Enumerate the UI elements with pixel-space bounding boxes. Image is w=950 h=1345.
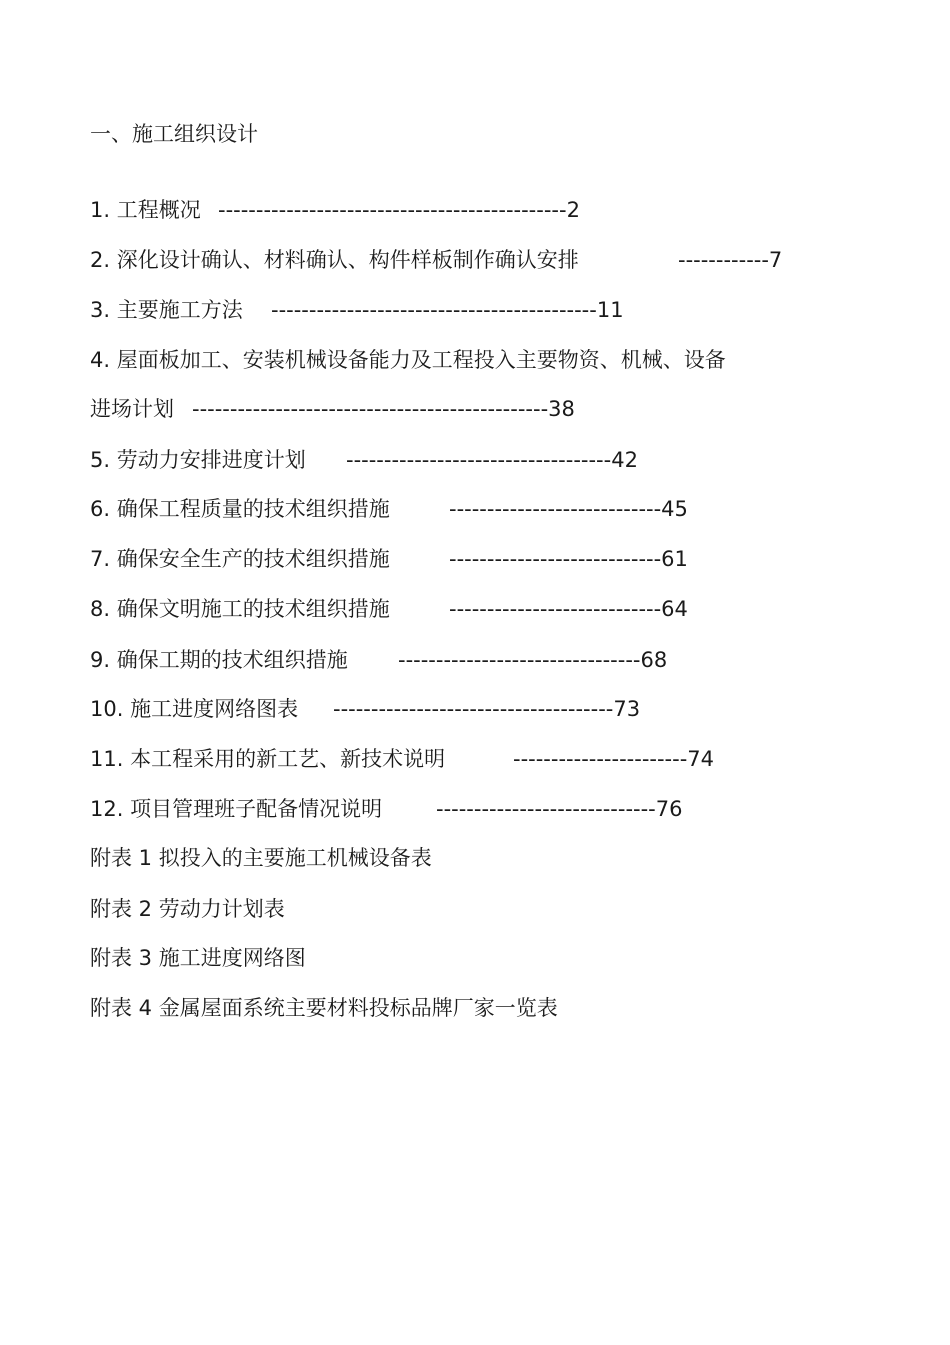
- toc-entry-title: 8. 确保文明施工的技术组织措施: [90, 597, 390, 621]
- toc-entry-leader: -----------------------------76: [436, 797, 683, 821]
- toc-entry-leader: -----------------------74: [513, 747, 715, 771]
- appendix-4: 附表 4 金属屋面系统主要材料投标品牌厂家一览表: [90, 996, 558, 1020]
- toc-entry-3: [90, 295, 243, 325]
- toc-entry-12: [90, 794, 382, 824]
- toc-entry-title: 3. 主要施工方法: [90, 298, 243, 322]
- toc-entry-leader: ----------------------------61: [449, 547, 688, 571]
- toc-entry-leader: ------------7: [678, 248, 783, 272]
- toc-entry-title: 9. 确保工期的技术组织措施: [90, 648, 348, 672]
- toc-entry-2: [90, 245, 579, 275]
- toc-entry-7: [90, 544, 390, 574]
- section-heading: 一、施工组织设计: [90, 122, 258, 146]
- toc-entry-leader: -----------------------------------42: [346, 448, 638, 472]
- toc-entry-title: 10. 施工进度网络图表: [90, 697, 299, 721]
- toc-entry-leader: -------------------------------------73: [333, 697, 641, 721]
- toc-entry-title: 6. 确保工程质量的技术组织措施: [90, 497, 390, 521]
- toc-entry-title: 12. 项目管理班子配备情况说明: [90, 797, 383, 821]
- toc-entry-8: [90, 594, 390, 624]
- toc-entry-10: [90, 694, 298, 724]
- toc-entry-leader: -----------------------------------------------38: [192, 397, 575, 421]
- toc-entry-leader: --------------------------------68: [398, 648, 668, 672]
- toc-entry-title: 11. 本工程采用的新工艺、新技术说明: [90, 747, 446, 771]
- toc-entry-leader: ----------------------------------------------2: [218, 198, 580, 222]
- toc-entry-6: [90, 494, 390, 524]
- toc-entry-title: 1. 工程概况: [90, 198, 201, 222]
- toc-entry-11: [90, 744, 445, 774]
- toc-entry-leader: ----------------------------64: [449, 597, 688, 621]
- toc-entry-1: [90, 195, 201, 225]
- toc-entry-4: [90, 345, 726, 375]
- toc-entry-title: 4. 屋面板加工、安装机械设备能力及工程投入主要物资、机械、设备: [90, 348, 726, 372]
- toc-entry-title: 5. 劳动力安排进度计划: [90, 448, 306, 472]
- appendix-1: 附表 1 拟投入的主要施工机械设备表: [90, 846, 432, 870]
- toc-entry-5: [90, 445, 306, 475]
- toc-entry-title: 7. 确保安全生产的技术组织措施: [90, 547, 390, 571]
- appendix-3: 附表 3 施工进度网络图: [90, 946, 306, 970]
- appendix-2: 附表 2 劳动力计划表: [90, 897, 285, 921]
- toc-entry-leader: ----------------------------45: [449, 497, 688, 521]
- toc-entry-title: 进场计划: [90, 397, 174, 421]
- toc-entry-leader: -------------------------------------------11: [271, 298, 624, 322]
- toc-entry-4-cont: [90, 394, 174, 424]
- toc-entry-9: [90, 645, 348, 675]
- toc-entry-title: 2. 深化设计确认、材料确认、构件样板制作确认安排: [90, 248, 579, 272]
